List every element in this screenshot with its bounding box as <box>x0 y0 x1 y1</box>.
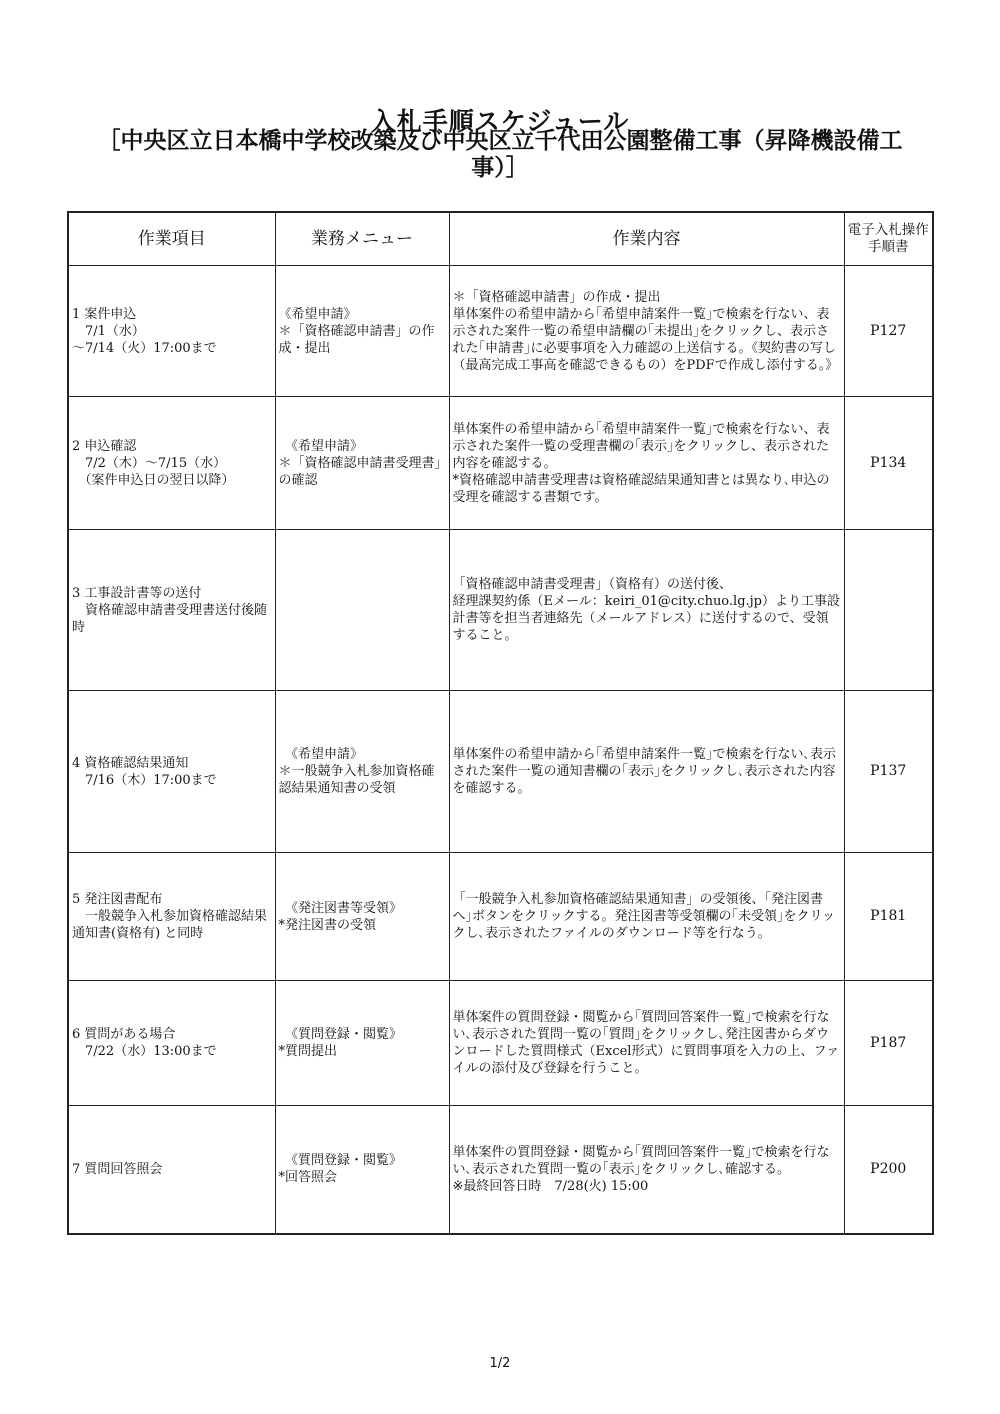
row-menu <box>275 530 449 691</box>
row-content: 単体案件の質問登録・閲覧から｢質問回答案件一覧｣で検索を行ない､表示された質問一覧の｢質問｣をクリックし､発注図書からダウンロードした質問様式（Excel形式）に質問事項を入力の上、ファイルの添付及び登録を行うこと。 <box>449 981 844 1106</box>
table-row <box>68 530 933 691</box>
row-menu: 《質問登録・閲覧》 *質問提出 <box>275 981 449 1106</box>
row-item: 2 申込確認 7/2（木）～7/15（水） （案件申込日の翌日以降） <box>68 397 275 530</box>
table-row <box>68 691 933 853</box>
table-header-row <box>68 212 933 266</box>
page-subtitle: ［中央区立日本橋中学校改築及び中央区立千代田公園整備工事（昇降機設備工事）］ <box>97 128 903 181</box>
row-manual-page: P200 <box>844 1106 933 1234</box>
row-item: 1 案件申込 7/1（水） ～7/14（火）17:00まで <box>68 266 275 397</box>
row-item: 3 工事設計書等の送付 資格確認申請書受理書送付後随時 <box>68 530 275 691</box>
header-menu: 業務メニュー <box>275 212 449 266</box>
row-menu: 《希望申請》 ＊「資格確認申請書受理書」の確認 <box>275 397 449 530</box>
row-content: 単体案件の希望申請から｢希望申請案件一覧｣で検索を行ない､表示された案件一覧の通知書欄の｢表示｣をクリックし､表示された内容を確認する。 <box>449 691 844 853</box>
table-row <box>68 1106 933 1234</box>
header-item: 作業項目 <box>68 212 275 266</box>
row-menu: 《希望申請》 ＊「資格確認申請書」の作成・提出 <box>275 266 449 397</box>
row-item: 5 発注図書配布 一般競争入札参加資格確認結果通知書(資格有) と同時 <box>68 853 275 981</box>
table-row <box>68 397 933 530</box>
row-menu: 《発注図書等受領》 *発注図書の受領 <box>275 853 449 981</box>
page-number: 1/2 <box>489 1356 511 1371</box>
table-row <box>68 266 933 397</box>
row-item: 6 質問がある場合 7/22（水）13:00まで <box>68 981 275 1106</box>
row-manual-page: P134 <box>844 397 933 530</box>
header-content: 作業内容 <box>449 212 844 266</box>
table-row <box>68 981 933 1106</box>
row-content: 「資格確認申請書受理書」（資格有）の送付後、 経理課契約係（Eメール：keiri_01@city.chuo.lg.jp）より工事設計書等を担当者連絡先（メールアドレス）に送付するので、受領すること。 <box>449 530 844 691</box>
row-manual-page <box>844 530 933 691</box>
table-row <box>68 853 933 981</box>
row-manual-page: P181 <box>844 853 933 981</box>
row-content: 単体案件の希望申請から｢希望申請案件一覧｣で検索を行ない、表示された案件一覧の受理書欄の｢表示｣をクリックし、表示された内容を確認する。 *資格確認申請書受理書は資格確認結果通知書とは異なり､申込の受理を確認する書類です。 <box>449 397 844 530</box>
row-content: 「一般競争入札参加資格確認結果通知書」の受領後、｢発注図書へ｣ボタンをクリックする。発注図書等受領欄の｢未受領｣をクリックし､表示されたファイルのダウンロード等を行なう。 <box>449 853 844 981</box>
schedule-table <box>67 211 934 1235</box>
row-item: 7 質問回答照会 <box>68 1106 275 1234</box>
header-manual: 電子入札操作手順書 <box>844 212 933 266</box>
page-title: 入札手順スケジュール <box>370 107 630 136</box>
row-manual-page: P127 <box>844 266 933 397</box>
row-menu: 《希望申請》 ＊一般競争入札参加資格確認結果通知書の受領 <box>275 691 449 853</box>
row-menu: 《質問登録・閲覧》 *回答照会 <box>275 1106 449 1234</box>
row-manual-page: P187 <box>844 981 933 1106</box>
row-content: ＊「資格確認申請書」の作成・提出 単体案件の希望申請から｢希望申請案件一覧｣で検索を行ない、表示された案件一覧の希望申請欄の｢未提出｣をクリックし、表示された｢申請書｣に必要事項を入力確認の上送信する。《契約書の写し（最高完成工事高を確認できるもの）をPDFで作成し添付する。》 <box>449 266 844 397</box>
row-content: 単体案件の質問登録・閲覧から｢質問回答案件一覧｣で検索を行ない､表示された質問一覧の｢表示｣をクリックし､確認する。 ※最終回答日時 7/28(火) 15:00 <box>449 1106 844 1234</box>
row-item: 4 資格確認結果通知 7/16（木）17:00まで <box>68 691 275 853</box>
row-manual-page: P137 <box>844 691 933 853</box>
